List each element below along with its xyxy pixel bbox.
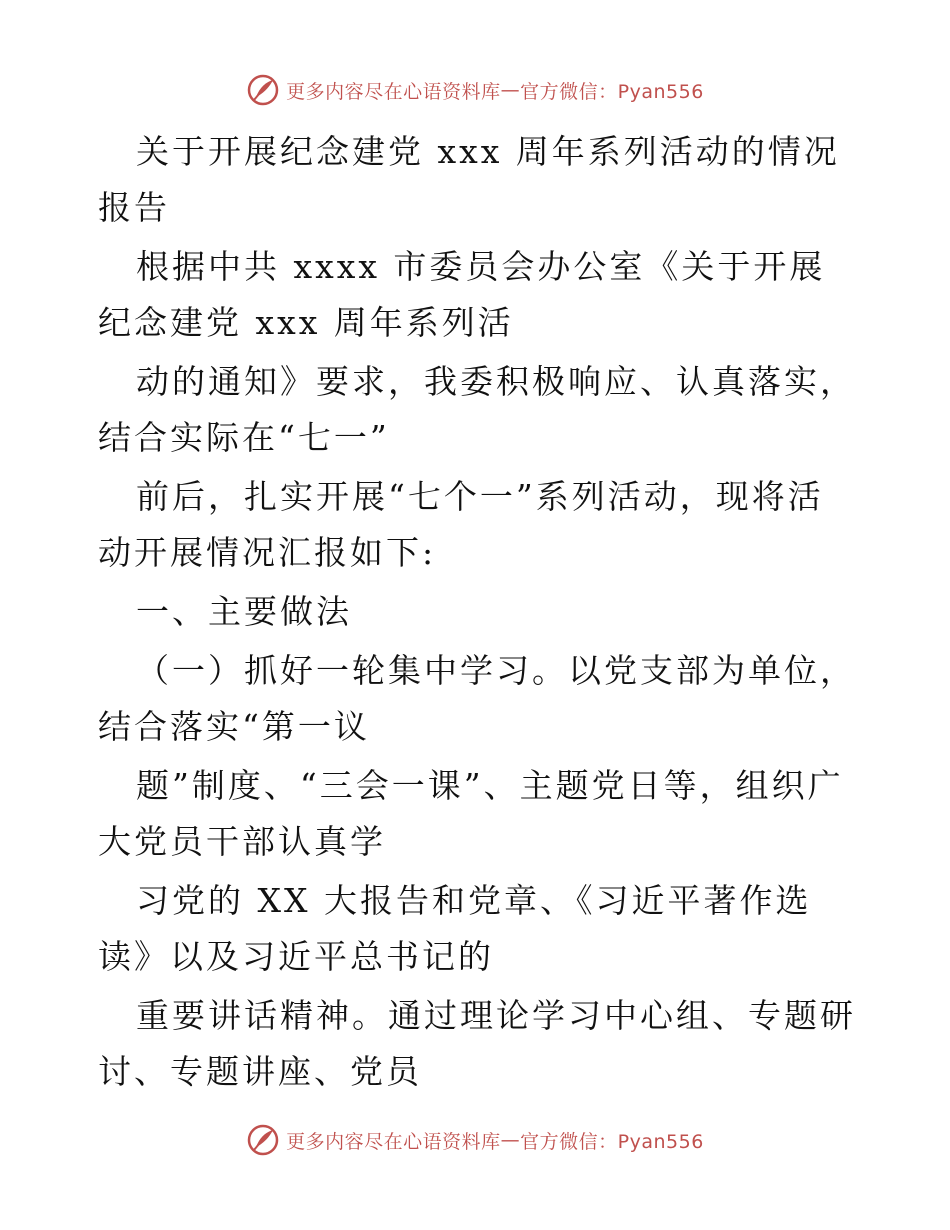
- watermark-separator: —: [500, 1129, 521, 1151]
- watermark-text: 更多内容尽在心语资料库: [286, 1130, 501, 1153]
- body-paragraph: 动的通知》要求，我委积极响应、认真落实，结合实际在“七一”: [98, 362, 856, 457]
- watermark-contact: 官方微信：Pyan556: [520, 1130, 704, 1153]
- body-paragraph: （一）抓好一轮集中学习。以党支部为单位，结合落实“第一议: [98, 651, 856, 746]
- document-title: 关于开展纪念建党 xxx 周年系列活动的情况报告: [98, 132, 840, 227]
- watermark-separator: —: [500, 79, 521, 101]
- body-paragraph: 前后，扎实开展“七个一”系列活动，现将活动开展情况汇报如下:: [98, 477, 824, 572]
- body-paragraph: 根据中共 xxxx 市委员会办公室《关于开展纪念建党 xxx 周年系列活: [98, 247, 826, 342]
- watermark-contact: 官方微信：Pyan556: [520, 80, 704, 103]
- feather-pen-logo-icon: [246, 1123, 280, 1157]
- section-heading: 一、主要做法: [136, 592, 352, 631]
- footer-watermark: [0, 1118, 950, 1162]
- feather-pen-logo-icon: [246, 73, 280, 107]
- header-watermark: [0, 68, 950, 112]
- body-paragraph: 重要讲话精神。通过理论学习中心组、专题研讨、专题讲座、党员: [98, 996, 856, 1091]
- body-paragraph: 题”制度、“三会一课”、主题党日等，组织广大党员干部认真学: [98, 766, 844, 861]
- body-paragraph: 习党的 XX 大报告和党章、《习近平著作选读》以及习近平总书记的: [98, 881, 812, 976]
- document-body: [98, 124, 858, 1100]
- watermark-text: 更多内容尽在心语资料库: [286, 80, 501, 103]
